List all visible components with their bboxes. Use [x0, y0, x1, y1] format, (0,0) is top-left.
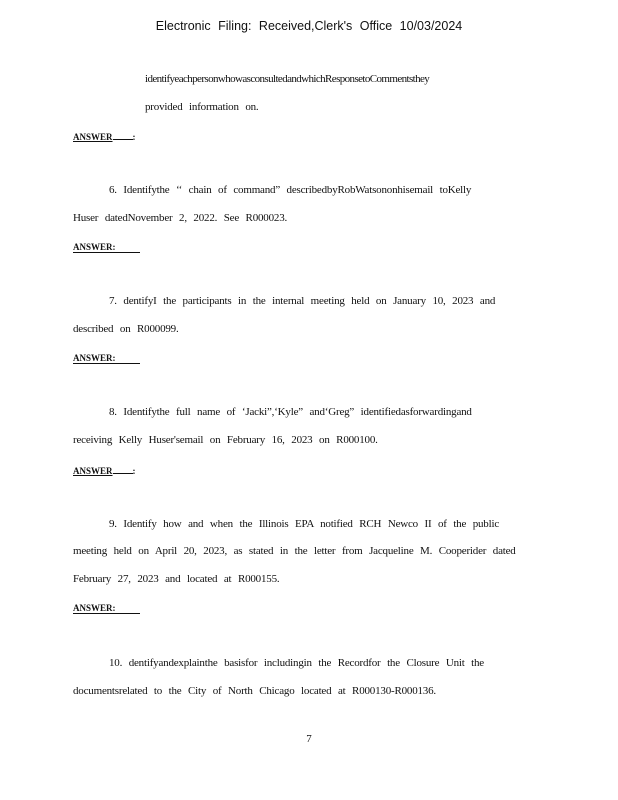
- item-8-line-2: receiving Kelly Huser'semail on February 16, 2023 on R000100.: [73, 434, 378, 446]
- answer-blank-line: [113, 464, 133, 474]
- item-9-line-1: 9. Identify how and when the Illinois EPA notified RCH Newco II of the public: [109, 518, 500, 530]
- answer-label-text: ANSWER:: [73, 353, 140, 364]
- item-10-line-1: 10. dentifyandexplainthe basisfor includingin the Recordfor the Closure Unit the: [109, 657, 484, 669]
- answer-colon: :: [132, 132, 136, 142]
- answer-label: [73, 464, 136, 476]
- answer-label: [73, 242, 140, 252]
- answer-label: [73, 353, 140, 363]
- item-9-line-3: February 27, 2023 and located at R000155.: [73, 573, 280, 585]
- intro-line-1: identifyeachpersonwhowasconsultedandwhichResponsetoCommentsthey: [145, 73, 430, 85]
- answer-label-text: ANSWER:: [73, 603, 140, 614]
- filing-header: Electronic Filing: Received,Clerk's Office 10/03/2024: [155, 19, 463, 33]
- item-10-line-2: documentsrelated to the City of North Chicago located at R000130-R000136.: [73, 685, 436, 697]
- answer-blank-line: [113, 130, 133, 140]
- answer-label: [73, 603, 140, 613]
- page-number: 7: [306, 733, 312, 745]
- item-7-line-2: described on R000099.: [73, 323, 179, 335]
- item-6-line-2: Huser datedNovember 2, 2022. See R000023.: [73, 212, 288, 224]
- intro-line-2: provided information on.: [145, 101, 259, 113]
- item-9-line-2: meeting held on April 20, 2023, as stated in the letter from Jacqueline M. Cooperider dated: [73, 545, 516, 557]
- item-6-line-1: 6. Identifythe ‘‘ chain of command” describedbyRobWatsononhisemail toKelly: [109, 184, 472, 196]
- answer-colon: :: [132, 466, 136, 476]
- answer-label-text: ANSWER:: [73, 242, 140, 253]
- item-7-line-1: 7. dentifyI the participants in the internal meeting held on January 10, 2023 and: [109, 295, 496, 307]
- item-8-line-1: 8. Identifythe full name of ‘Jacki”,‘Kyle” and‘Greg” identifiedasforwardingand: [109, 406, 472, 418]
- answer-label-text: ANSWER: [73, 466, 113, 476]
- answer-label-text: ANSWER: [73, 132, 113, 142]
- answer-label: [73, 130, 136, 142]
